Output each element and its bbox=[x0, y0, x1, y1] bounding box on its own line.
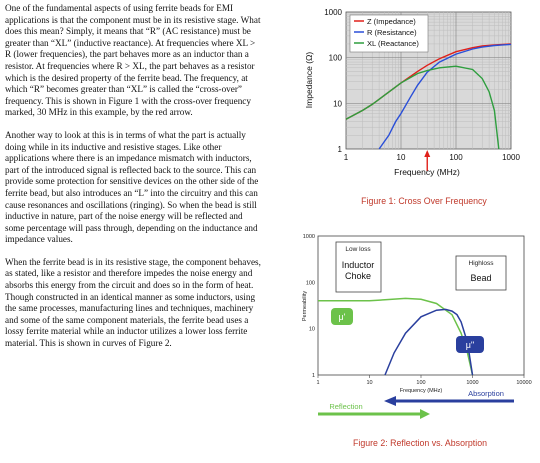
figure-1-chart bbox=[296, 4, 536, 214]
mu-double-prime-label: μ'' bbox=[465, 340, 475, 350]
fig2-ylabel: Permeability bbox=[302, 290, 308, 322]
fig1-legend-entry: R (Resistance) bbox=[367, 28, 417, 37]
bead-box bbox=[456, 256, 506, 290]
fig2-caption: Figure 2: Reflection vs. Absorption bbox=[353, 438, 487, 448]
fig1-xtick-label: 100 bbox=[449, 153, 463, 162]
figure-2-chart bbox=[296, 226, 536, 458]
fig2-xlabel: Frequency (MHz) bbox=[399, 388, 443, 394]
bead-label: Bead bbox=[470, 273, 492, 283]
fig2-ytick-label: 10 bbox=[308, 326, 315, 333]
fig1-arrow-head bbox=[424, 150, 430, 157]
inductor-choke-label: Inductor Choke bbox=[341, 260, 375, 281]
fig1-legend-entry: XL (Reactance) bbox=[367, 39, 419, 48]
fig2-xtick-label: 10 bbox=[366, 380, 373, 386]
fig1-legend bbox=[350, 15, 428, 52]
reflection-arrow bbox=[318, 402, 430, 419]
fig2-xtick-label: 10000 bbox=[516, 380, 532, 386]
fig1-ytick-label: 1 bbox=[337, 145, 342, 154]
fig2-ytick-label: 100 bbox=[305, 280, 315, 287]
fig1-xtick-label: 10 bbox=[396, 153, 406, 162]
paragraph-2: Another way to look at this is in terms of what the part is actually doing while in its inductive and resistive stages. Like other applications where there is an impedance mismatch with inductors, part of the introduced signal is reflected back to the source. This can provide some protection for sensitive devices on the other side of the ferrite bead, but also introduces an “L” into the circuitry and this can cause resonances and oscillations (ringing). So when the bead is still inductive in nature, part of the noise energy will be reflected and some percentage will pass through, depending on the inductance and impedance values. bbox=[5, 129, 259, 245]
fig2-xtick-label: 100 bbox=[416, 380, 426, 386]
paragraph-1: One of the fundamental aspects of using ferrite beads for EMI applications is that the component must be in its resistive stage. What does this mean? Simply, it means that “R” (AC resistance) must be greater than “XL” (inductive reactance). At frequencies where XL > R (lower frequencies), the part behaves more as an inductor than a resistor. At frequencies where R > XL, the part behaves as a resistor which is the desired property of the ferrite bead. The frequency, at which “R” becomes greater than “XL” is called the “cross-over” frequency. This is shown in Figure 1 with the cross-over frequency marked, 30 MHz in this example, by the red arrow. bbox=[5, 3, 261, 118]
absorption-label: Absorption bbox=[468, 389, 504, 398]
fig1-xlabel: Frequency (MHz) bbox=[394, 167, 460, 177]
fig2-ytick-label: 1 bbox=[311, 373, 315, 379]
fig1-ytick-label: 10 bbox=[333, 99, 342, 109]
paragraph-3: When the ferrite bead is in its resistive stage, the component behaves, as stated, like a resistor and therefore impedes the noise energy and absorbs this energy from the circuit and does so in the form of heat. Though constructed in an identical manner as some inductors, using the same processes, manufacturing lines and techniques, machinery and some of the same component materials, the ferrite bead uses a lossy ferrite material while an inductor utilizes a lower loss ferrite material. This is shown in curves of Figure 2. bbox=[5, 256, 261, 349]
low-loss-label: Low loss bbox=[345, 246, 371, 253]
highloss-label: Highloss bbox=[468, 260, 494, 267]
article-text bbox=[5, 3, 263, 361]
mu-prime-label: μ' bbox=[338, 312, 346, 322]
fig1-xtick-label: 1 bbox=[343, 153, 349, 162]
fig1-legend-entry: Z (Impedance) bbox=[367, 17, 416, 26]
fig1-ytick-label: 1000 bbox=[324, 8, 342, 17]
fig2-xtick-label: 1000 bbox=[466, 380, 479, 386]
mu-double-prime-badge bbox=[456, 336, 484, 353]
fig1-ylabel: Impedance (Ω) bbox=[304, 51, 314, 109]
fig2-xtick-label: 1 bbox=[316, 380, 320, 386]
fig1-xtick-label: 1000 bbox=[502, 153, 520, 162]
inductor-choke-box bbox=[336, 242, 381, 292]
fig1-ytick-label: 100 bbox=[328, 53, 342, 63]
fig2-ytick-label: 1000 bbox=[302, 234, 315, 240]
fig1-caption: Figure 1: Cross Over Frequency bbox=[361, 196, 487, 206]
reflection-label: Reflection bbox=[329, 402, 363, 411]
mu-prime-badge bbox=[331, 308, 353, 325]
